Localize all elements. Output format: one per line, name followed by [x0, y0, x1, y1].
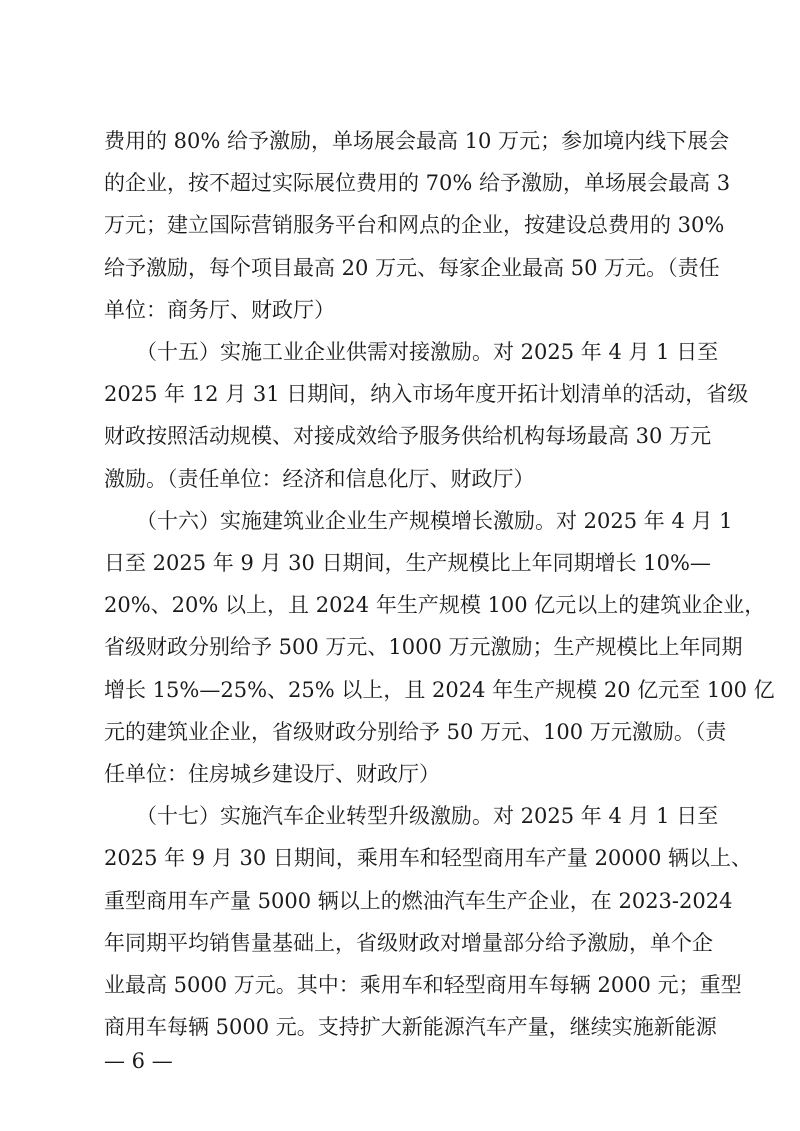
text-line: 单位：商务厅、财政厅） [104, 298, 335, 322]
text-line: 的企业，按不超过实际展位费用的 70% 给予激励，单场展会最高 3 [104, 171, 731, 195]
text-line: 给予激励，每个项目最高 20 万元、每家企业最高 50 万元。（责任 [104, 256, 720, 280]
text-line: 费用的 80% 给予激励，单场展会最高 10 万元；参加境内线下展会 [104, 129, 730, 153]
page-number: — 6 — [104, 1049, 173, 1073]
text-line: 20%、20% 以上，且 2024 年生产规模 100 亿元以上的建筑业企业， [104, 593, 766, 617]
text-line: 激励。（责任单位：经济和信息化厅、财政厅） [104, 467, 535, 491]
text-line: 省级财政分别给予 500 万元、1000 万元激励；生产规模比上年同期 [104, 635, 743, 659]
text-line: 日至 2025 年 9 月 30 日期间，生产规模比上年同期增长 10%— [104, 551, 711, 575]
text-line: 任单位：住房城乡建设厅、财政厅） [104, 762, 440, 786]
text-line: 财政按照活动规模、对接成效给予服务供给机构每场最高 30 万元 [104, 424, 712, 448]
text-line: 业最高 5000 万元。其中：乘用车和轻型商用车每辆 2000 元；重型 [104, 973, 742, 997]
text-line: 商用车每辆 5000 元。支持扩大新能源汽车产量，继续实施新能源 [104, 1015, 717, 1039]
text-line: 万元；建立国际营销服务平台和网点的企业，按建设总费用的 30% [104, 213, 725, 237]
text-line: 重型商用车产量 5000 辆以上的燃油汽车生产企业，在 2023-2024 [104, 889, 733, 913]
section-heading-15: （十五）实施工业企业供需对接激励。对 2025 年 4 月 1 日至 [136, 340, 719, 364]
text-line: 元的建筑业企业，省级财政分别给予 50 万元、100 万元激励。（责 [104, 720, 727, 744]
text-line: 年同期平均销售量基础上，省级财政对增量部分给予激励，单个企 [104, 931, 713, 955]
text-line: 2025 年 9 月 30 日期间，乘用车和轻型商用车产量 20000 辆以上、 [104, 846, 753, 870]
section-heading-17: （十七）实施汽车企业转型升级激励。对 2025 年 4 月 1 日至 [136, 804, 719, 828]
section-heading-16: （十六）实施建筑业企业生产规模增长激励。对 2025 年 4 月 1 [136, 509, 733, 533]
text-line: 2025 年 12 月 31 日期间，纳入市场年度开拓计划清单的活动，省级 [104, 382, 749, 406]
text-line: 增长 15%—25%、25% 以上，且 2024 年生产规模 20 亿元至 100 亿 [104, 678, 775, 702]
